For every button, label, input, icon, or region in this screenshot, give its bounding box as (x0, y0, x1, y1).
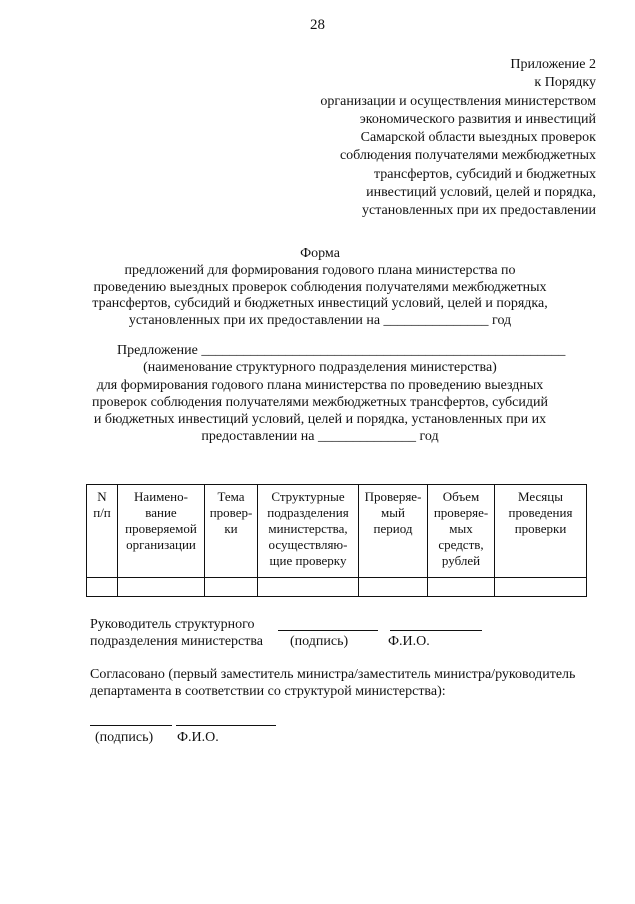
proposal-suffix: год (419, 429, 439, 445)
table-cell[interactable] (118, 578, 205, 597)
table-cell[interactable] (495, 578, 587, 597)
proposal-label: Предложение (117, 343, 198, 358)
head-title-line1: Руководитель структурного (90, 617, 255, 632)
proposal-text-line: проверок соблюдения получателями межбюджетных трансфертов, субсидий (92, 394, 548, 410)
page-number: 28 (310, 17, 325, 33)
appendix-line: соблюдения получателями межбюджетных (339, 148, 596, 164)
proposal-prefix: предоставлении на (201, 429, 315, 445)
table-cell[interactable] (87, 578, 118, 597)
col-header-number: N п/п (87, 485, 118, 578)
appendix-line: Самарской области выездных проверок (360, 130, 596, 146)
agreed-signature (90, 712, 390, 752)
col-header-topic: Тема провер- ки (205, 485, 258, 578)
appendix-line: трансфертов, субсидий и бюджетных (373, 166, 596, 182)
col-header-organization: Наимено- вание проверяемой организации (118, 485, 205, 578)
appendix-header (320, 56, 596, 221)
table-cell[interactable] (359, 578, 428, 597)
signature-line-2[interactable] (90, 725, 172, 726)
year-blank-2[interactable]: ______________ (317, 429, 416, 445)
table-row (87, 578, 587, 597)
col-header-amount: Объем проверяе- мых средств, рублей (428, 485, 495, 578)
signature-line[interactable] (278, 630, 378, 631)
table-header-row (87, 485, 587, 578)
appendix-line: к Порядку (534, 75, 596, 91)
appendix-line: экономического развития и инвестиций (359, 111, 596, 127)
form-title (60, 245, 580, 329)
form-title-line: предложений для формирования годового плана министерства по (124, 262, 516, 278)
head-signature (90, 616, 590, 650)
signature-caption-2: (подпись) (95, 730, 154, 745)
form-title-line (60, 312, 580, 329)
col-header-departments: Структурные подразделения министерства, осуществляю- щие проверку (258, 485, 359, 578)
appendix-line: Приложение 2 (510, 57, 596, 72)
head-title-line2: подразделения министерства (90, 634, 264, 649)
plan-table (86, 484, 587, 597)
col-header-period: Проверяе- мый период (359, 485, 428, 578)
form-title-line: проведению выездных проверок соблюдения получателями межбюджетных (93, 279, 547, 295)
fio-caption-2: Ф.И.О. (177, 730, 219, 745)
table-cell[interactable] (258, 578, 359, 597)
table-cell[interactable] (205, 578, 258, 597)
col-header-months: Месяцы проведения проверки (495, 485, 587, 578)
table-cell[interactable] (428, 578, 495, 597)
proposal-hint: (наименование структурного подразделения министерства) (143, 360, 497, 376)
form-title-prefix: установленных при их предоставлении на (128, 313, 381, 329)
signature-row-1 (90, 616, 590, 633)
agreed-text: Согласовано (первый заместитель министра/заместитель министра/руководитель департамента в соответствии со структурой министерства): (90, 667, 576, 699)
proposal-text-line: для формирования годового плана министерства по проведению выездных (96, 377, 544, 393)
fio-line[interactable] (390, 630, 482, 631)
signature-row-2 (90, 633, 590, 650)
year-blank[interactable]: _______________ (383, 313, 489, 329)
proposal-block (60, 342, 580, 446)
appendix-line: установленных при их предоставлении (361, 203, 596, 219)
fio-caption: Ф.И.О. (388, 634, 430, 649)
form-title-line: трансфертов, субсидий и бюджетных инвестиций условий, целей и порядка, (92, 296, 548, 312)
department-blank[interactable]: ____________________________________________________ (201, 343, 566, 358)
fio-line-2[interactable] (176, 725, 276, 726)
appendix-line: организации и осуществления министерством (320, 93, 596, 109)
proposal-text-line: и бюджетных инвестиций условий, целей и порядка, установленных при их (93, 412, 547, 428)
proposal-text-line (60, 428, 580, 445)
signature-caption: (подпись) (290, 634, 349, 649)
form-word: Форма (300, 246, 340, 261)
appendix-line: инвестиций условий, целей и порядка, (366, 185, 596, 201)
form-title-suffix: год (492, 313, 512, 329)
proposal-line (60, 342, 580, 359)
